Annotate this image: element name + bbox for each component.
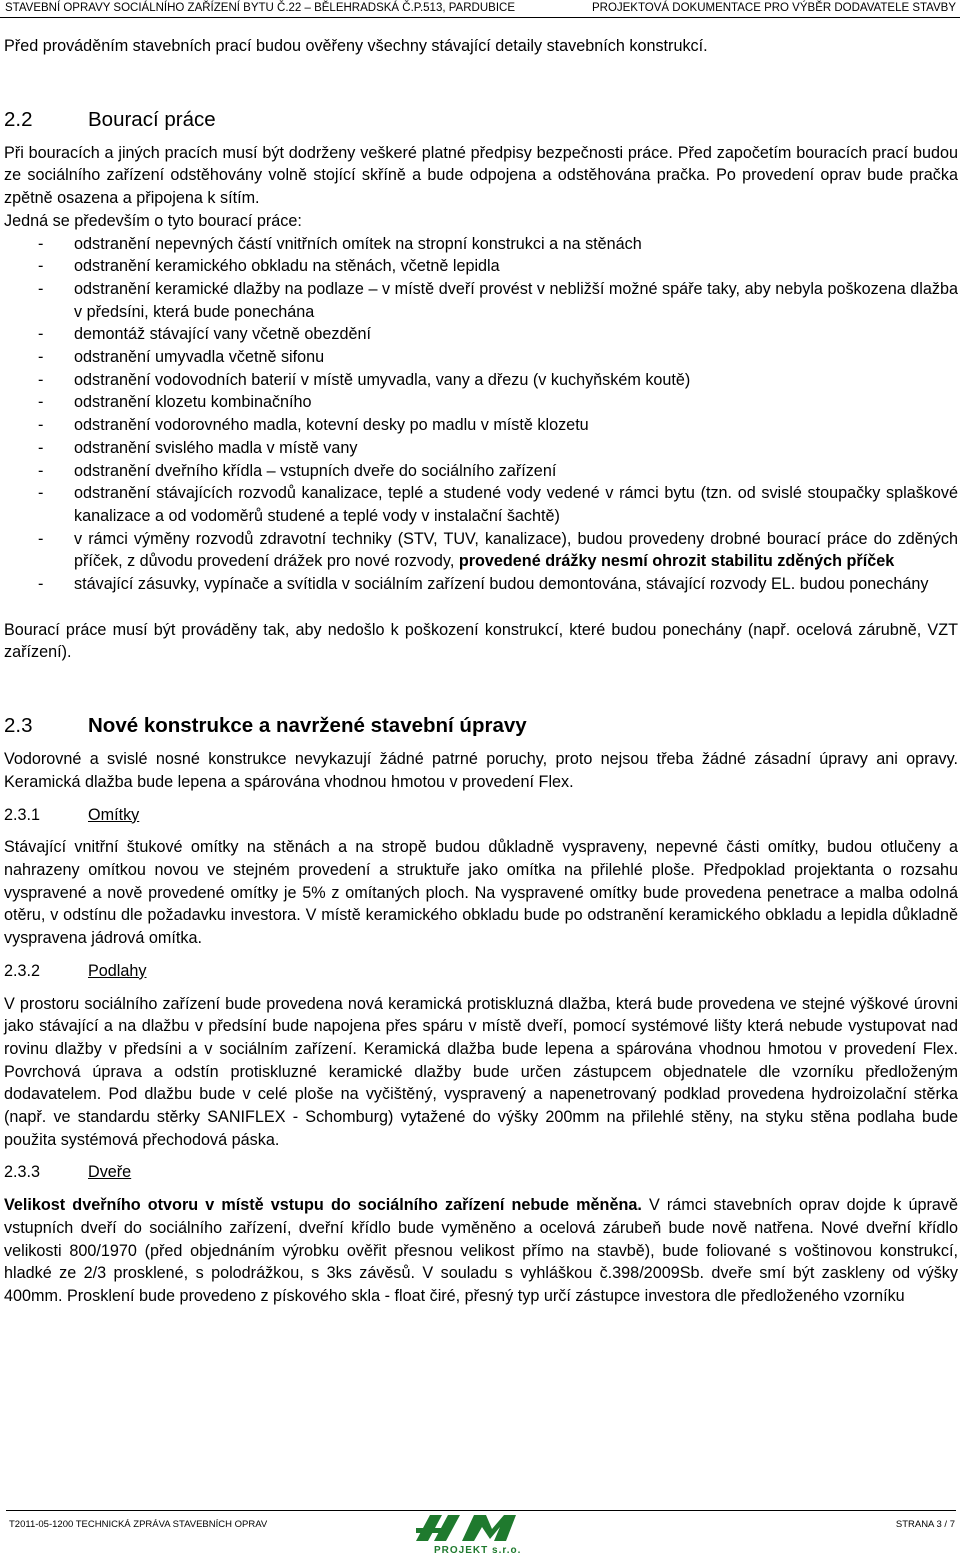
list-item: - odstranění keramického obkladu na stěnách, včetně lepidla [38, 257, 500, 276]
section-number: 2.3.2 [4, 961, 41, 980]
page-header [0, 0, 960, 18]
section-title: Bourací práce [88, 107, 216, 131]
intro-paragraph: Před prováděním stavebních prací budou ověřeny všechny stávající detaily stavebních konstrukcí. [4, 37, 708, 55]
header-left-text: STAVEBNÍ OPRAVY SOCIÁLNÍHO ZAŘÍZENÍ BYTU Č.22 – BĚLEHRADSKÁ Č.P.513, PARDUBICE [5, 2, 515, 14]
footer-left-text: T2011-05-1200 TECHNICKÁ ZPRÁVA STAVEBNÍCH OPRAV [9, 1519, 268, 1530]
demolition-list-intro: Jedná se především o tyto bourací práce: [4, 211, 302, 230]
plaster-paragraph: Stávající vnitřní štukové omítky na stěnách a na stropě budou důkladně vyspraveny, nepevné části omítky, budou otlučeny a nahrazeny omítkou novou ve stejném provedení a struktuře jako omítka na přilehlé ploše. Předpoklad projektanta o rozsahu vyspravené a nově provedené omítky je 5% z omítaných ploch. Na vyspravené omítky bude provedena penetrace a malba odolná otěru, v odstínu dle požadavku investora. V místě keramického obkladu bude po odstranění keramického obkladu a lepidla důkladně vyspravena jádrová omítka. [4, 838, 958, 948]
list-item: - odstranění vodovodních baterií v místě umyvadla, vany a dřezu (v kuchyňském koutě) [38, 370, 691, 389]
section-number: 2.3.1 [4, 805, 41, 824]
section-2-3-heading [4, 713, 958, 739]
section-title: Nové konstrukce a navržené stavební úpravy [88, 714, 527, 738]
header-right-text: PROJEKTOVÁ DOKUMENTACE PRO VÝBĚR DODAVATELE STAVBY [591, 2, 956, 14]
demolition-paragraph: Při bouracích a jiných pracích musí být dodrženy veškeré platné předpisy bezpečnosti práce. Před započetím bouracích prací budou ze sociálního zařízení odstěhovány volně stojící skříně a bude odpojena a odstěhována pračka. Po provedení oprav bude pračka zpětně osazena a připojena k sítím. [4, 143, 958, 208]
page-footer [0, 1510, 960, 1556]
list-item: - odstranění svislého madla v místě vany [38, 438, 358, 457]
list-item: - odstranění klozetu kombinačního [38, 393, 312, 412]
list-item: - odstranění nepevných částí vnitřních omítek na stropní konstrukci a na stěnách [38, 234, 642, 253]
doors-paragraph [4, 1194, 958, 1308]
section-2-3-3-heading [4, 1161, 958, 1184]
list-item: - odstranění stávajících rozvodů kanalizace, teplé a studené vody vedené v rámci bytu (tzn. od svislé stoupačky splaškové kanalizace a od vodoměrů studené a teplé vody v instalační šachtě) [38, 484, 958, 525]
floors-paragraph: V prostoru sociálního zařízení bude provedena nová keramická protiskluzná dlažba, která bude provedena ve stejné výškové úrovni jako stávající a na dlažbu v předsíní bude napojena přes spáru v místě dveří, pomocí systémové lišty která nebude vystupovat nad rovinu dlažby v předsíni a v sociálním zařízení. Keramická dlažba bude lepena a spárována vhodnou hmotou v provedení Flex. Povrchová úprava a odstín protiskluzné keramické dlažby bude určen zástupcem objednatele dle vzorníku předloženým dodavatelem. Pod dlažbu bude v celé ploše na vyčištěný, vyspravený a napenetrovaný podklad provedena hydroizolační stěrka (např. ve standardu stěrky SANIFLEX - Schomburg) vytažené do výšky 200mm na přilehlé stěny, na styku stěna podlaha bude použita systémová přechodová páska. [4, 994, 958, 1149]
list-item: - stávající zásuvky, vypínače a svítidla v sociálním zařízení budou demontována, stávající rozvody EL. budou ponechány [38, 575, 929, 594]
section-title: Omítky [88, 805, 140, 824]
section-2-2-heading [4, 107, 958, 133]
section-number: 2.2 [4, 107, 33, 131]
bold-warning: provedené drážky nesmí ohrozit stabilitu zděných příček [458, 552, 895, 571]
section-2-3-1-heading [4, 804, 958, 827]
section-2-3-2-heading [4, 960, 958, 983]
list-item: - v rámci výměny rozvodů zdravotní techniky (STV, TUV, kanalizace), budou provedeny drobné bourací práce do zděných příček, z důvodu provedení drážek pro nové rozvody, provedené drážky nesmí ohrozit stabilitu zděných příček [38, 529, 958, 571]
list-item: - odstranění umyvadla včetně sifonu [38, 348, 325, 367]
section-number: 2.3 [4, 714, 33, 738]
section-title: Dveře [88, 1163, 132, 1182]
list-item: - odstranění vodorovného madla, kotevní desky po madlu v místě klozetu [38, 416, 589, 435]
section-number: 2.3.3 [4, 1163, 41, 1182]
list-item: - demontáž stávající vany včetně obezdění [38, 325, 371, 344]
section-title: Podlahy [88, 961, 147, 980]
demolition-list [4, 233, 958, 596]
list-item: - odstranění keramické dlažby na podlaze – v místě dveří provést v nebližší možné spáře taky, aby nebyla poškozena dlažba v předsíni, která bude ponechána [38, 279, 958, 321]
document-body [4, 35, 958, 1308]
footer-page-number: STRANA 3 / 7 [895, 1519, 955, 1530]
constructions-paragraph: Vodorovné a svislé nosné konstrukce nevykazují žádné patrné poruchy, proto nejsou třeba žádné zásadní úpravy ani opravy. Keramická dlažba bude lepena a spárována vhodnou hmotou v provedení Flex. [4, 750, 958, 791]
doors-text: V rámci stavebních oprav dojde k úpravě vstupních dveří do sociálního zařízení, dveřní křídlo bude vyměněno a ocelová zárubeň bude nově natřena. Nové dveřní křídlo velikosti 800/1970 (před objednáním výrobku ověřit přesnou velikost přímo na stavbě), bude foliované s voštinovou konstrukcí, hladké ze 2/3 prosklené, s polodrážkou, s 3ks závěsů. V souladu s vyhláškou č.398/2009Sb. dveře smí být zaskleny od výšky 400mm. Prosklení bude provedeno z pískového skla - float čiré, přesný typ určí zástupce investora dle předloženého vzorníku [4, 1196, 958, 1305]
list-item: - odstranění dveřního křídla – vstupních dveře do sociálního zařízení [38, 461, 557, 480]
logo-subtitle: PROJEKT s.r.o. [434, 1545, 522, 1555]
company-logo [412, 1511, 552, 1555]
demolition-note: Bourací práce musí být prováděny tak, aby nedošlo k poškození konstrukcí, které budou ponechány (např. ocelová zárubně, VZT zařízení). [4, 620, 958, 662]
doors-bold-statement: Velikost dveřního otvoru v místě vstupu do sociálního zařízení nebude měněna. [4, 1196, 642, 1215]
